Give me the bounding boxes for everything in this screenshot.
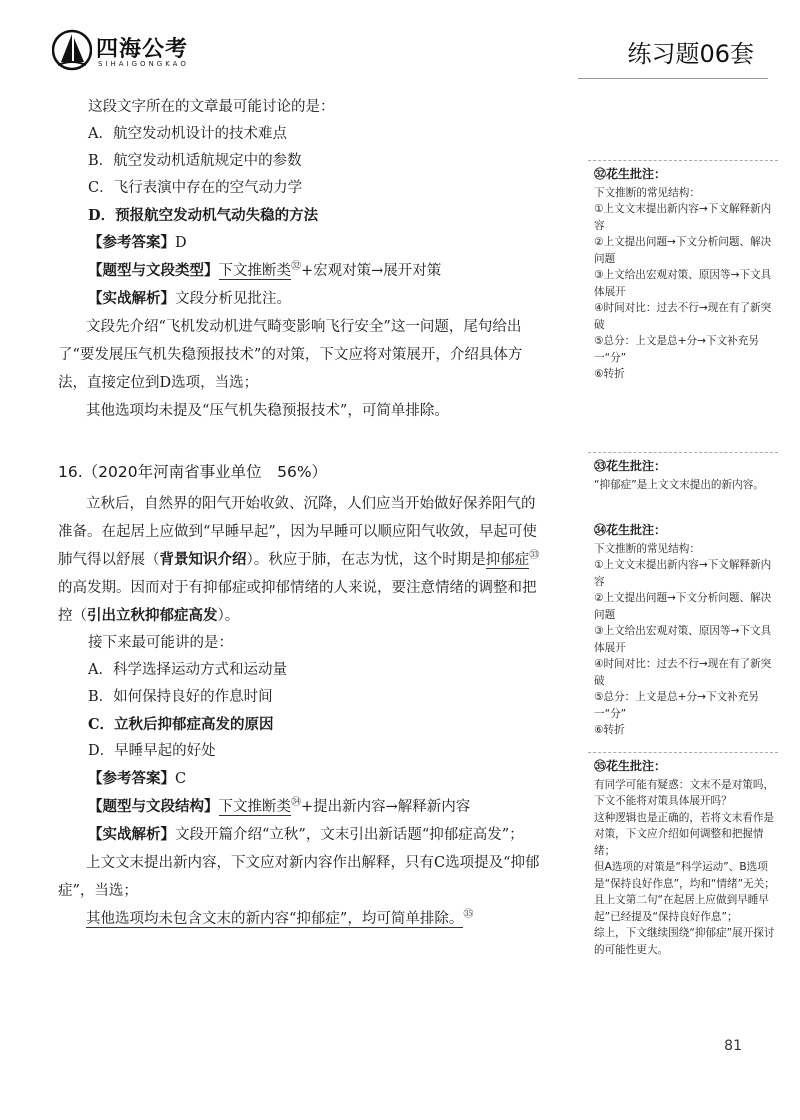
q16-header: 16.（2020年河南省事业单位 56%） [58, 463, 328, 481]
side-note-line: 但A选项的对策是“科学运动”、B选项是“保持良好作息”，均和“情绪”无关； [594, 861, 775, 890]
analysis-label: 【实战解析】 [88, 290, 175, 307]
side-note-title: ㉟花生批注： [594, 759, 667, 773]
type-label: 【题型与文段结构】 [88, 798, 219, 815]
q15-type [58, 257, 548, 285]
answer-value: D [175, 235, 187, 251]
side-note-line: ②上文提出问题→下文分析问题、解决问题 [594, 236, 772, 265]
side-note-line: 这种逻辑也是正确的，若将文末看作是对策，下文应介绍如何调整和把握情绪； [594, 811, 775, 857]
side-note-line: ⑤总分：上文是总+分→下文补充另一“分” [594, 335, 759, 364]
q16-analysis-head [58, 821, 548, 849]
note-ref: ㉞ [291, 797, 301, 809]
exercise-set-label: 练习题06套 [627, 40, 754, 68]
side-note-line: ⑤总分：上文是总+分→下文补充另一“分” [594, 691, 759, 720]
side-divider [588, 452, 778, 453]
side-note-line: 下文推断的常见结构： [594, 542, 700, 555]
q16-option-b: B．如何保持良好的作息时间 [88, 689, 273, 705]
main-content [58, 94, 548, 933]
note-ref: ㉜ [291, 261, 301, 273]
side-divider [588, 752, 778, 753]
sailboat-logo-icon [52, 28, 92, 72]
analysis-label: 【实战解析】 [88, 826, 175, 843]
side-note-line: 且上文第二句“在起居上应做到早睡早起”已经提及“保持良好作息”； [594, 894, 769, 923]
passage-bold-note: 引出立秋抑郁症高发 [87, 607, 218, 624]
q15-option-d: D．预报航空发动机气动失稳的方法 [88, 207, 319, 224]
q15-stem: 这段文字所在的文章最可能讨论的是： [88, 99, 335, 115]
q15-analysis-head [58, 285, 548, 313]
type-rest: +宏观对策→展开对策 [301, 263, 442, 279]
q15-option-a: A．航空发动机设计的技术难点 [88, 126, 287, 142]
side-note-title: ㉜花生批注： [594, 167, 667, 181]
analysis-underlined: 其他选项均未包含文末的新内容“抑郁症”，均可简单排除。 [86, 911, 464, 927]
side-note-line: ①上文文末提出新内容→下文解释新内容 [594, 559, 772, 588]
passage-part-d: ）。 [217, 608, 240, 624]
note-ref: ㉟ [463, 909, 474, 921]
side-note-line: ④时间对比：过去不行→现在有了新突破 [594, 302, 772, 331]
passage-part-c: 的高发期。因而对于有抑郁症或抑郁情绪的人来说，要注意情绪的调整和把控（ [58, 580, 537, 624]
q16-answer [58, 765, 548, 793]
type-underlined: 下文推断类 [218, 263, 291, 279]
side-note-line: ⑥转折 [594, 368, 625, 380]
q15-answer [58, 229, 548, 257]
answer-value: C [175, 771, 187, 787]
q16-passage [58, 490, 548, 630]
side-note-line: 下文推断的常见结构： [594, 186, 700, 199]
side-note-line: ③上文给出宏观对策、原因等→下文具体展开 [594, 625, 772, 654]
side-note-35 [594, 758, 778, 958]
q16-analysis-paragraph-2 [58, 905, 548, 933]
passage-underlined: 抑郁症 [485, 552, 530, 568]
q16-type [58, 793, 548, 821]
side-note-32 [594, 166, 778, 383]
q16-option-a: A．科学选择运动方式和运动量 [88, 662, 287, 678]
q15-analysis-paragraph-2: 其他选项均未提及“压气机失稳预报技术”，可简单排除。 [86, 403, 449, 419]
q16-option-d: D．早睡早起的好处 [88, 743, 216, 759]
type-rest: +提出新内容→解释新内容 [301, 799, 471, 815]
q15-analysis-paragraph-1: 文段先介绍“飞机发动机进气畸变影响飞行安全”这一问题，尾句给出了“要发展压气机失稳预报技术”的对策，下文应将对策展开，介绍具体方法，直接定位到D选项，当选； [58, 319, 523, 391]
q15-option-c: C．飞行表演中存在的空气动力学 [88, 180, 303, 196]
side-note-line: ③上文给出宏观对策、原因等→下文具体展开 [594, 269, 772, 298]
note-ref: ㉝ [529, 550, 540, 562]
side-note-line: ④时间对比：过去不行→现在有了新突破 [594, 658, 772, 687]
side-divider [588, 160, 778, 161]
q16-option-c: C．立秋后抑郁症高发的原因 [88, 716, 274, 733]
q15-option-b: B．航空发动机适航规定中的参数 [88, 153, 302, 169]
logo-title: 四海公考 [96, 37, 189, 62]
q16-stem: 接下来最可能讲的是： [88, 635, 233, 651]
type-label: 【题型与文段类型】 [88, 262, 219, 279]
answer-label: 【参考答案】 [88, 234, 175, 251]
side-note-line: ②上文提出问题→下文分析问题、解决问题 [594, 592, 772, 621]
logo-subtitle: SIHAIGONGKAO [98, 60, 189, 68]
passage-part-b: ）。秋应于肺，在志为忧，这个时期是 [246, 552, 486, 568]
side-note-line: ①上文文末提出新内容→下文解释新内容 [594, 203, 772, 232]
side-note-33 [594, 458, 778, 493]
brand-logo [52, 28, 202, 84]
answer-label: 【参考答案】 [88, 770, 175, 787]
type-underlined: 下文推断类 [218, 799, 291, 815]
header-divider [578, 78, 768, 79]
side-note-34 [594, 522, 778, 739]
passage-part-a: 立秋后，自然界的阳气开始收敛、沉降，人们应当开始做好保养阳气的准备。在起居上应做到“早睡早起”，因为早睡可以顺应阳气收敛，早起可使肺气得以舒展（ [58, 496, 537, 568]
side-note-line: 有同学可能有疑惑：文末不是对策吗，下文不能将对策具体展开吗？ [594, 778, 775, 807]
analysis-head: 文段分析见批注。 [175, 291, 291, 307]
side-note-title: ㉝花生批注： [594, 459, 667, 473]
q16-analysis-paragraph-1: 上文文末提出新内容，下文应对新内容作出解释，只有C选项提及“抑郁症”，当选； [58, 855, 540, 899]
side-note-line: 综上，下文继续围绕“抑郁症”展开探讨的可能性更大。 [594, 927, 775, 956]
analysis-head: 文段开篇介绍“立秋”，文末引出新话题“抑郁症高发”； [175, 827, 524, 843]
side-note-line: ⑥转折 [594, 724, 625, 736]
side-note-line: “抑郁症”是上文文末提出的新内容。 [594, 478, 764, 491]
page-number: 81 [724, 1038, 742, 1054]
passage-bg-note: 背景知识介绍 [159, 551, 247, 568]
side-note-title: ㉞花生批注： [594, 523, 667, 537]
